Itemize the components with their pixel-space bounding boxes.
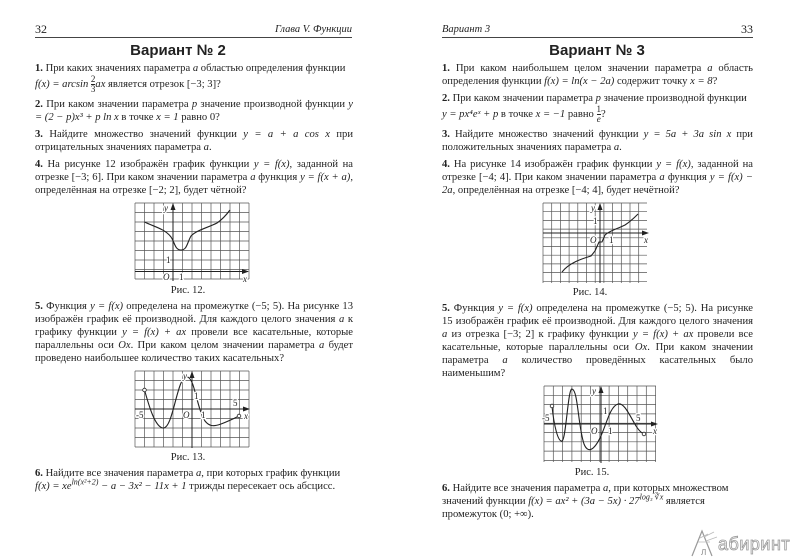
y-tick-label: 1: [593, 216, 598, 226]
figure-14-graph: [543, 203, 648, 283]
math-formula: y = (2 − p)x³ + p ln x: [35, 99, 353, 123]
origin-label: O: [163, 272, 170, 282]
problem-5: [35, 300, 353, 365]
problem-2: [442, 92, 753, 124]
problem-text: провели все касательные, которые параллельны оси: [442, 329, 754, 353]
problem-number: 4.: [35, 159, 43, 170]
math-formula: y = f(x) + ax: [122, 327, 187, 338]
problem-text: Найдите множество значений функции: [455, 129, 644, 140]
open-endpoint-icon: [143, 388, 147, 392]
math-var: a: [203, 142, 209, 153]
problem-number: 5.: [442, 303, 450, 314]
problem-1: [442, 62, 753, 88]
math-formula: y = f(x): [656, 159, 691, 170]
problem-text: при положительных значениях параметра: [442, 129, 753, 153]
origin-label: O: [591, 426, 598, 436]
problem-number: 3.: [442, 129, 450, 140]
math-formula: Ox: [634, 342, 648, 353]
problem-text: , при которых множеством значений функции: [442, 483, 729, 507]
figure-caption: Рис. 13.: [170, 452, 206, 463]
problem-5: [442, 302, 753, 380]
y-axis-label: y: [183, 371, 187, 381]
open-endpoint-icon: [237, 414, 241, 418]
problem-text: При каком значении параметра: [46, 99, 192, 110]
page-number: 32: [35, 22, 47, 36]
problem-number: 2.: [442, 93, 450, 104]
problem-number: 5.: [35, 301, 43, 312]
problem-text: Функция: [453, 303, 499, 314]
problem-text: провели все касательные, которые параллельны оси: [35, 327, 353, 351]
y-axis-arrow-icon: [598, 203, 603, 210]
labirint-watermark-logo: [690, 528, 795, 558]
problem-text: определена на промежутке (−5; 5). На рисунке 15 изображён график её производной. Для каждого целого значения: [442, 303, 753, 327]
x-max-label: 5: [233, 398, 238, 408]
logo-letter: Л: [701, 548, 707, 557]
math-formula: f(x) = ln(x − 2a): [544, 76, 615, 87]
problem-number: 6.: [442, 483, 450, 494]
problem-text: , определённая на отрезке [−2; 2], будет чётной?: [35, 172, 353, 196]
problem-number: 1.: [442, 63, 450, 74]
figure-caption: Рис. 14.: [572, 287, 608, 298]
problem-text: На рисунке 14 изображён график функции: [453, 159, 657, 170]
math-var: a: [338, 314, 345, 325]
problem-number: 1.: [35, 63, 43, 74]
problem-text: .: [208, 142, 212, 153]
problem-text: , заданной на отрезке [−3; 6]. При каком значении параметра: [35, 159, 353, 183]
problem-3: [35, 128, 353, 154]
variant-title: Вариант № 2: [130, 42, 226, 59]
problem-4: [442, 158, 753, 197]
sun-logo-icon: [690, 528, 720, 558]
x-tick-label: 1: [608, 426, 613, 436]
figure-15-graph: [544, 386, 656, 463]
problem-text: , заданной на отрезке [−4; 4]. При каком значении параметра: [442, 159, 753, 183]
math-formula: f(x) = xe: [35, 481, 72, 492]
x-max-label: 5: [636, 413, 641, 423]
origin-label: O: [183, 410, 190, 420]
math-formula: Ox: [118, 340, 131, 351]
math-var: a: [707, 63, 713, 74]
x-axis-label: x: [244, 411, 248, 421]
math-formula: x = −1: [535, 108, 566, 120]
fraction-denominator: 3: [90, 84, 96, 94]
problem-text: При каком значении параметра: [452, 93, 596, 104]
problem-text: в точке: [498, 108, 536, 120]
math-formula: y = f(x + a): [300, 172, 351, 183]
y-axis-arrow-icon: [171, 203, 176, 210]
page-number: 33: [741, 22, 753, 36]
math-exponent: log₃ ∛x: [639, 492, 664, 502]
y-tick-label: 1: [194, 391, 199, 401]
y-axis-label: y: [164, 203, 168, 213]
x-tick-label: 1: [609, 235, 614, 245]
problem-text: Найдите все значения параметра: [452, 483, 603, 494]
problem-text: определена на промежутке (−5; 5). На рисунке 13 изображён график её производной. Для каждого целого значения: [35, 301, 353, 325]
problem-text: трижды пересекает ось абсцисс.: [186, 481, 336, 492]
math-var: a: [192, 63, 199, 74]
problem-text: к графику функции: [35, 314, 353, 338]
problem-number: 3.: [35, 129, 43, 140]
math-formula: f(x) = ax² + (3a − 5x) · 27: [528, 496, 640, 507]
problem-number: 2.: [35, 99, 43, 110]
problem-1: [35, 62, 353, 94]
math-formula: y = 5a + 3a sin x: [643, 129, 732, 140]
math-var: a: [196, 468, 202, 479]
figure-12-graph: [135, 203, 249, 284]
math-formula: f(x) = arcsin: [35, 78, 89, 90]
math-formula: x = 8: [690, 76, 713, 87]
running-head: Глава V. Функции: [274, 24, 352, 35]
problem-text: равно: [565, 108, 597, 120]
math-var: p: [191, 99, 198, 110]
math-formula: ax: [95, 78, 106, 90]
right-page: [400, 0, 800, 560]
problem-text: количество проведённых касательных было наименьшим?: [442, 355, 753, 379]
y-axis-arrow-icon: [190, 371, 195, 378]
problem-3: [442, 128, 753, 154]
problem-text: областью определения функции: [198, 63, 346, 74]
derivative-curve: [552, 389, 644, 450]
problem-text: область определения функции: [442, 63, 753, 87]
y-axis-label: y: [591, 203, 595, 213]
problem-text: является промежуток (0; +∞).: [442, 496, 705, 520]
problem-6: [442, 482, 753, 521]
problem-text: На рисунке 12 изображён график функции: [47, 159, 254, 170]
problem-2: [35, 98, 353, 124]
x-tick-label: 1: [179, 272, 184, 282]
problem-text: содержит точку: [614, 76, 691, 87]
problem-6: [35, 467, 353, 493]
origin-label: O: [590, 235, 597, 245]
problem-text: Найдите все значения параметра: [45, 468, 196, 479]
open-endpoint-icon: [642, 432, 646, 436]
x-axis-label: x: [644, 235, 648, 245]
x-tick-label: 1: [201, 410, 206, 420]
math-var: a: [603, 483, 609, 494]
problem-text: равно 0?: [178, 112, 220, 123]
problem-text: , при которых график функции: [201, 468, 341, 479]
math-var: a: [613, 142, 620, 153]
problem-text: . При каком значении параметра: [442, 342, 753, 366]
figure-13-graph: [135, 371, 249, 448]
fraction-numerator: 2: [90, 74, 96, 84]
math-formula: y = px⁴eˣ + p: [442, 108, 499, 120]
problem-text: значение производной функции: [197, 99, 349, 110]
math-formula: y = f(x): [90, 301, 124, 312]
problem-text: функция: [255, 172, 301, 183]
problem-text: Найдите множество значений функции: [49, 129, 244, 140]
problem-text: из отрезка [−3; 2] к графику функции: [447, 329, 633, 340]
math-var: p: [595, 93, 601, 104]
fraction-numerator: 1: [596, 104, 601, 114]
math-formula: x = 1: [156, 112, 179, 123]
x-axis-label: x: [243, 274, 247, 284]
x-min-label: -5: [542, 413, 550, 423]
math-formula: y = f(x): [253, 159, 290, 170]
y-tick-label: 1: [166, 255, 171, 265]
figure-caption: Рис. 15.: [574, 467, 610, 478]
problem-text: При каких значениях параметра: [45, 63, 193, 74]
problem-text: будет проведено наибольшее количество таких касательных?: [35, 340, 353, 364]
math-var: a: [319, 340, 325, 351]
math-var: a: [659, 172, 665, 183]
math-var: a: [502, 355, 508, 366]
watermark-text: абиринт: [718, 534, 791, 554]
problem-text: Функция: [46, 301, 91, 312]
math-formula: y = f(x) − 2a: [442, 172, 753, 196]
math-formula: y = f(x): [498, 303, 533, 314]
running-head: Вариант 3: [442, 24, 491, 35]
x-min-label: -5: [136, 410, 144, 420]
problem-text: ?: [712, 76, 718, 87]
problem-text: При каком наибольшем целом значении параметра: [455, 63, 708, 74]
header-rule: [35, 37, 352, 38]
y-tick-label: 1: [603, 406, 608, 416]
problem-text: является отрезок [−3; 3]?: [105, 78, 221, 90]
math-exponent: ln(x²+2): [71, 477, 99, 487]
math-var: a: [250, 172, 256, 183]
math-formula: y = a + a cos x: [243, 129, 330, 140]
math-formula: y = f(x) + ax: [632, 329, 694, 340]
header-rule: [442, 37, 753, 38]
problem-text: значение производной функции: [600, 93, 747, 104]
problem-number: 6.: [35, 468, 43, 479]
x-axis-label: x: [653, 426, 657, 436]
math-formula: − a − 3x² − 11x + 1: [98, 481, 187, 492]
problem-4: [35, 158, 353, 197]
math-var: a: [442, 329, 448, 340]
y-axis-arrow-icon: [599, 386, 604, 393]
problem-text: при отрицательных значениях параметра: [35, 129, 353, 153]
problem-text: . При каком целом значении параметра: [130, 340, 320, 351]
fraction-denominator: e: [596, 114, 601, 124]
function-curve: [145, 210, 231, 250]
problem-number: 4.: [442, 159, 450, 170]
problem-text: в точке: [118, 112, 157, 123]
y-axis-label: y: [592, 386, 596, 396]
problem-text: ?: [601, 108, 606, 120]
variant-title: Вариант № 3: [549, 42, 645, 59]
open-endpoint-icon: [550, 404, 554, 408]
problem-text: , определённая на отрезке [−4; 4], будет нечётной?: [452, 185, 680, 196]
problem-text: .: [619, 142, 622, 153]
grid: [135, 203, 249, 279]
problem-text: функция: [664, 172, 710, 183]
figure-caption: Рис. 12.: [170, 285, 206, 296]
